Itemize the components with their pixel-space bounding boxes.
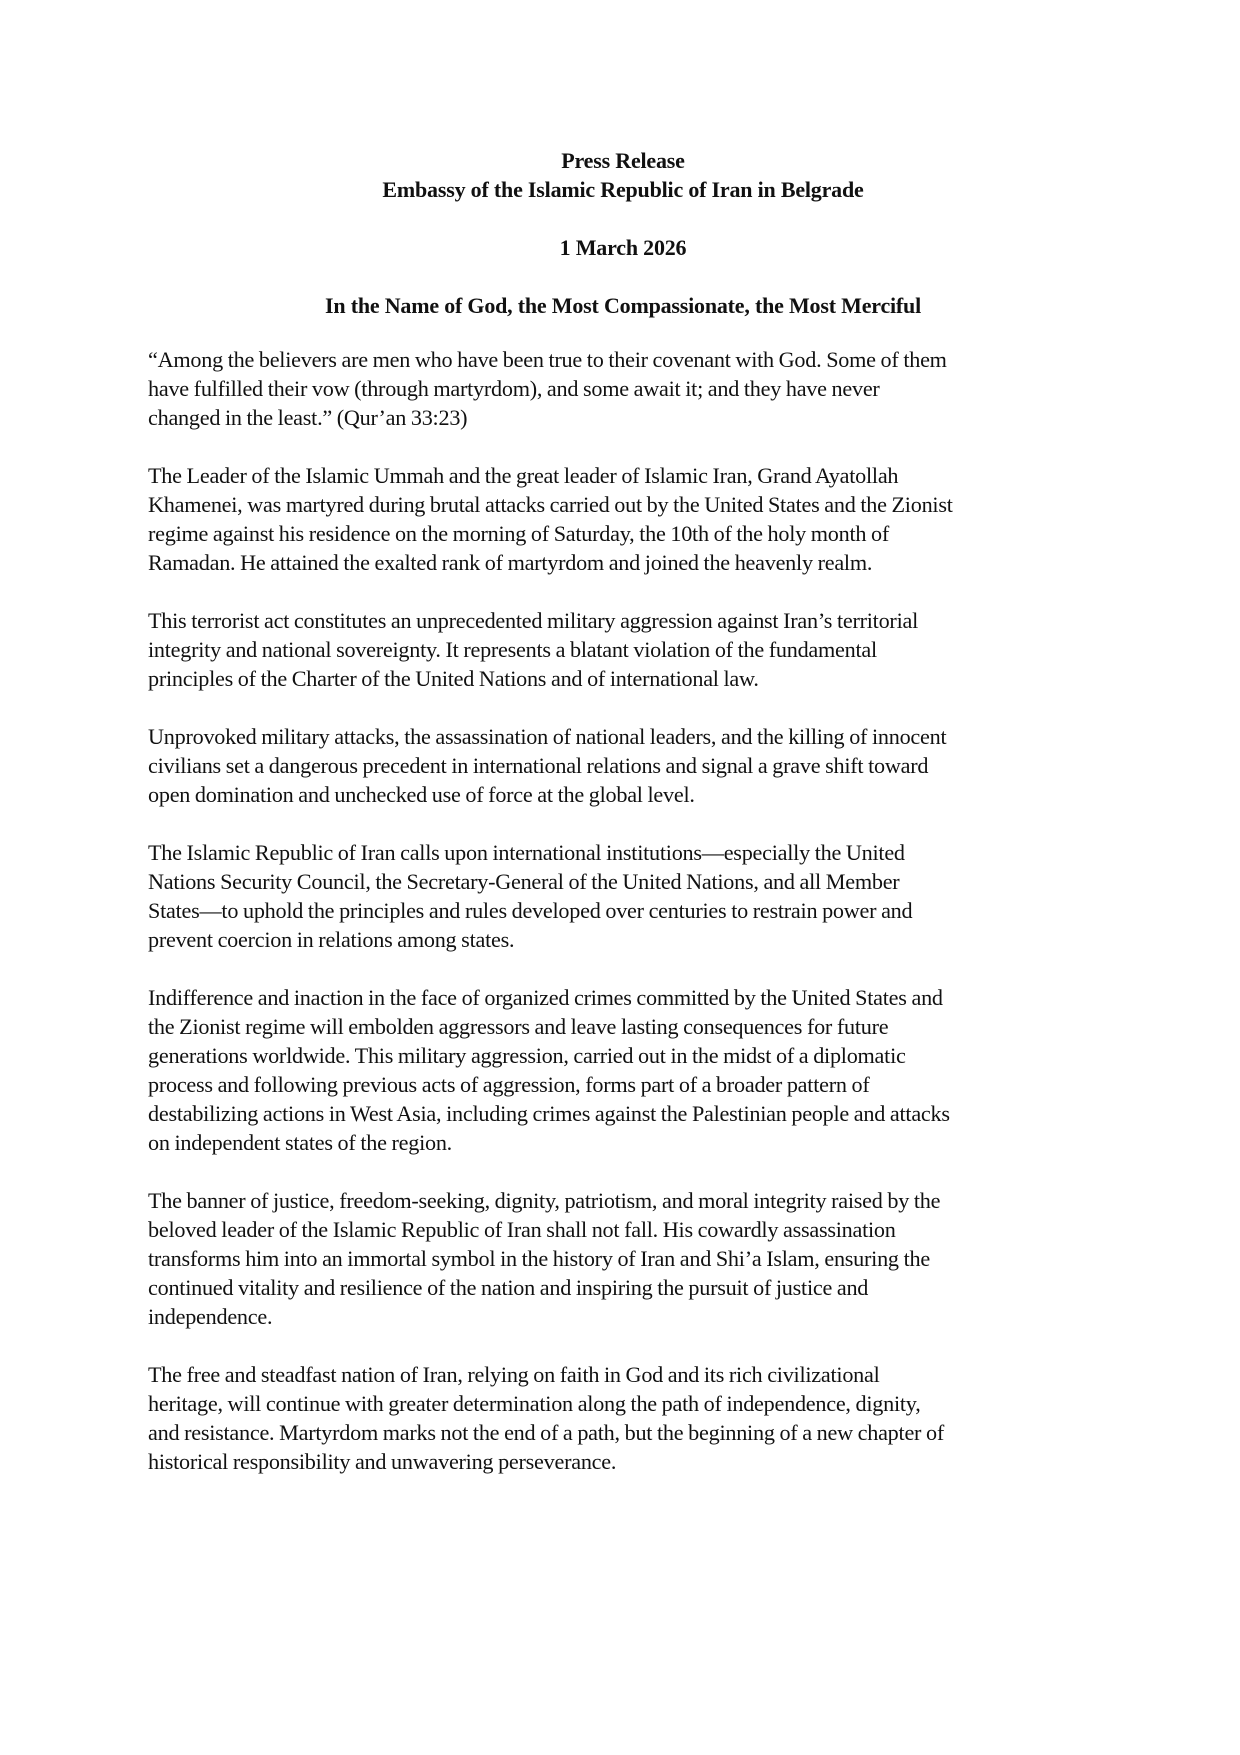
precedent-paragraph [148, 722, 1098, 809]
legacy-paragraph [148, 1186, 1098, 1331]
text-line: Nations Security Council, the Secretary-General of the United Nations, and all Member [148, 869, 900, 894]
document-subtitle: Embassy of the Islamic Republic of Iran in Belgrade [382, 177, 864, 202]
press-release-page [148, 146, 1098, 1476]
text-line: prevent coercion in relations among states. [148, 927, 515, 952]
martyrdom-announcement-paragraph [148, 461, 1098, 577]
text-line: Unprovoked military attacks, the assassination of national leaders, and the killing of innocent [148, 724, 947, 749]
text-line: Indifference and inaction in the face of organized crimes committed by the United States and [148, 985, 943, 1010]
text-line: The banner of justice, freedom-seeking, dignity, patriotism, and moral integrity raised by the [148, 1188, 941, 1213]
text-line: independence. [148, 1304, 273, 1329]
document-header [148, 146, 1098, 320]
text-line: have fulfilled their vow (through martyrdom), and some await it; and they have never [148, 376, 880, 401]
closing-paragraph [148, 1360, 1098, 1476]
document-date: 1 March 2026 [559, 235, 687, 260]
text-line: civilians set a dangerous precedent in international relations and signal a grave shift toward [148, 753, 929, 778]
text-line: “Among the believers are men who have been true to their covenant with God. Some of them [148, 347, 947, 372]
text-line: The Leader of the Islamic Ummah and the great leader of Islamic Iran, Grand Ayatollah [148, 463, 899, 488]
text-line: historical responsibility and unwavering perseverance. [148, 1449, 617, 1474]
text-line: open domination and unchecked use of force at the global level. [148, 782, 695, 807]
consequences-paragraph [148, 983, 1098, 1157]
text-line: transforms him into an immortal symbol in the history of Iran and Shi’a Islam, ensuring the [148, 1246, 930, 1271]
text-line: regime against his residence on the morning of Saturday, the 10th of the holy month of [148, 521, 890, 546]
invocation-heading: In the Name of God, the Most Compassionate, the Most Merciful [325, 293, 921, 318]
appeal-paragraph [148, 838, 1098, 954]
text-line: The free and steadfast nation of Iran, relying on faith in God and its rich civilizational [148, 1362, 880, 1387]
text-line: continued vitality and resilience of the nation and inspiring the pursuit of justice and [148, 1275, 869, 1300]
text-line: The Islamic Republic of Iran calls upon international institutions—especially the United [148, 840, 905, 865]
document-title: Press Release [561, 148, 685, 173]
text-line: This terrorist act constitutes an unprecedented military aggression against Iran’s territorial [148, 608, 918, 633]
text-line: on independent states of the region. [148, 1130, 452, 1155]
text-line: States—to uphold the principles and rules developed over centuries to restrain power and [148, 898, 913, 923]
text-line: process and following previous acts of aggression, forms part of a broader pattern of [148, 1072, 870, 1097]
text-line: principles of the Charter of the United Nations and of international law. [148, 666, 759, 691]
text-line: integrity and national sovereignty. It represents a blatant violation of the fundamental [148, 637, 877, 662]
text-line: the Zionist regime will embolden aggressors and leave lasting consequences for future [148, 1014, 889, 1039]
text-line: changed in the least.” (Qur’an 33:23) [148, 405, 468, 430]
violation-paragraph [148, 606, 1098, 693]
text-line: and resistance. Martyrdom marks not the end of a path, but the beginning of a new chapter of [148, 1420, 944, 1445]
text-line: Khamenei, was martyred during brutal attacks carried out by the United States and the Zionist [148, 492, 953, 517]
quran-quote-paragraph [148, 345, 1098, 432]
text-line: Ramadan. He attained the exalted rank of martyrdom and joined the heavenly realm. [148, 550, 873, 575]
document-body [148, 345, 1098, 1476]
text-line: generations worldwide. This military aggression, carried out in the midst of a diplomatic [148, 1043, 906, 1068]
text-line: beloved leader of the Islamic Republic of Iran shall not fall. His cowardly assassination [148, 1217, 896, 1242]
text-line: destabilizing actions in West Asia, including crimes against the Palestinian people and attacks [148, 1101, 950, 1126]
text-line: heritage, will continue with greater determination along the path of independence, dignity, [148, 1391, 921, 1416]
